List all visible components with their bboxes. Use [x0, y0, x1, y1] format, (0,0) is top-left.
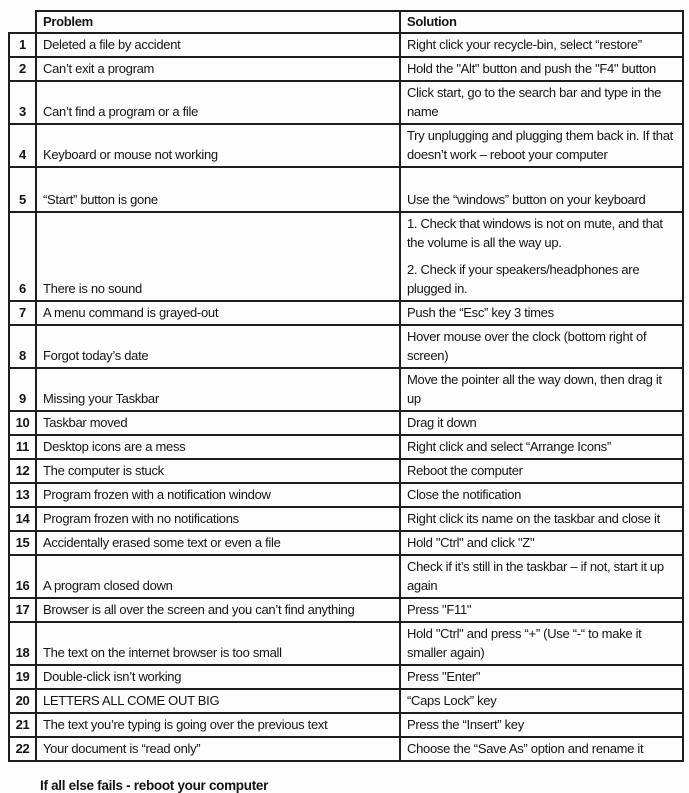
solution-cell: Close the notification [400, 483, 683, 507]
problem-cell: Taskbar moved [36, 411, 400, 435]
solution-paragraph: 1. Check that windows is not on mute, and that the volume is all the way up. [407, 216, 663, 250]
problem-column-header: Problem [36, 11, 400, 33]
solution-cell: Press "Enter" [400, 665, 683, 689]
row-number-cell: 16 [9, 555, 36, 598]
problem-cell: Forgot today’s date [36, 325, 400, 368]
table-row [9, 167, 683, 212]
table-body [9, 33, 683, 761]
row-number-cell: 3 [9, 81, 36, 124]
row-number-cell: 11 [9, 435, 36, 459]
table-row [9, 531, 683, 555]
footer-note: If all else fails - reboot your computer [40, 778, 269, 793]
row-number-cell: 1 [9, 33, 36, 57]
solution-cell [400, 212, 683, 301]
table-row [9, 713, 683, 737]
problem-cell: Your document is “read only” [36, 737, 400, 761]
row-number-cell: 5 [9, 167, 36, 212]
problem-cell: There is no sound [36, 212, 400, 301]
row-number-cell: 19 [9, 665, 36, 689]
solution-cell: Press "F11" [400, 598, 683, 622]
solution-cell: Check if it’s still in the taskbar – if not, start it up again [400, 555, 683, 598]
problem-cell: “Start” button is gone [36, 167, 400, 212]
solution-cell: Hover mouse over the clock (bottom right of screen) [400, 325, 683, 368]
table-row [9, 124, 683, 167]
table-header [9, 11, 683, 33]
table-row [9, 598, 683, 622]
header-number-cell-empty [9, 11, 36, 33]
table-row [9, 301, 683, 325]
table-row [9, 33, 683, 57]
solution-cell: Push the “Esc” key 3 times [400, 301, 683, 325]
troubleshooting-table [8, 10, 684, 762]
problem-cell: Program frozen with a notification window [36, 483, 400, 507]
problem-cell: Double-click isn’t working [36, 665, 400, 689]
problem-cell: The text you’re typing is going over the previous text [36, 713, 400, 737]
table-row [9, 368, 683, 411]
solution-paragraph: 2. Check if your speakers/headphones are plugged in. [407, 262, 640, 296]
problem-cell: LETTERS ALL COME OUT BIG [36, 689, 400, 713]
row-number-cell: 14 [9, 507, 36, 531]
problem-cell: Desktop icons are a mess [36, 435, 400, 459]
solution-cell: Move the pointer all the way down, then drag it up [400, 368, 683, 411]
row-number-cell: 9 [9, 368, 36, 411]
solution-cell: Press the “Insert” key [400, 713, 683, 737]
row-number-cell: 2 [9, 57, 36, 81]
table-row [9, 325, 683, 368]
solution-cell: “Caps Lock” key [400, 689, 683, 713]
table-row [9, 212, 683, 301]
problem-cell: Can’t exit a program [36, 57, 400, 81]
table-row [9, 57, 683, 81]
row-number-cell: 21 [9, 713, 36, 737]
problem-cell: The text on the internet browser is too small [36, 622, 400, 665]
row-number-cell: 7 [9, 301, 36, 325]
row-number-cell: 13 [9, 483, 36, 507]
solution-cell: Use the “windows” button on your keyboard [400, 167, 683, 212]
table-row [9, 737, 683, 761]
solution-cell: Click start, go to the search bar and type in the name [400, 81, 683, 124]
problem-cell: The computer is stuck [36, 459, 400, 483]
row-number-cell: 4 [9, 124, 36, 167]
problem-cell: Keyboard or mouse not working [36, 124, 400, 167]
solution-cell: Right click your recycle-bin, select “restore” [400, 33, 683, 57]
table-row [9, 555, 683, 598]
problem-cell: Program frozen with no notifications [36, 507, 400, 531]
table-row [9, 411, 683, 435]
table-row [9, 483, 683, 507]
solution-cell: Hold the "Alt" button and push the "F4" button [400, 57, 683, 81]
problem-cell: A menu command is grayed-out [36, 301, 400, 325]
row-number-cell: 6 [9, 212, 36, 301]
row-number-cell: 12 [9, 459, 36, 483]
problem-cell: Browser is all over the screen and you can’t find anything [36, 598, 400, 622]
solution-cell: Choose the “Save As” option and rename it [400, 737, 683, 761]
solution-cell: Hold "Ctrl" and click "Z" [400, 531, 683, 555]
table-row [9, 665, 683, 689]
solution-cell: Hold "Ctrl" and press “+” (Use “-“ to make it smaller again) [400, 622, 683, 665]
table-row [9, 459, 683, 483]
row-number-cell: 8 [9, 325, 36, 368]
table-row [9, 435, 683, 459]
solution-cell: Drag it down [400, 411, 683, 435]
row-number-cell: 15 [9, 531, 36, 555]
solution-cell: Reboot the computer [400, 459, 683, 483]
table-row [9, 507, 683, 531]
solution-column-header: Solution [400, 11, 683, 33]
problem-cell: Deleted a file by accident [36, 33, 400, 57]
row-number-cell: 17 [9, 598, 36, 622]
solution-cell: Right click its name on the taskbar and close it [400, 507, 683, 531]
problem-cell: Accidentally erased some text or even a file [36, 531, 400, 555]
problem-cell: Missing your Taskbar [36, 368, 400, 411]
table-row [9, 81, 683, 124]
problem-cell: A program closed down [36, 555, 400, 598]
header-row [9, 11, 683, 33]
row-number-cell: 22 [9, 737, 36, 761]
row-number-cell: 20 [9, 689, 36, 713]
row-number-cell: 18 [9, 622, 36, 665]
row-number-cell: 10 [9, 411, 36, 435]
solution-cell: Right click and select “Arrange Icons” [400, 435, 683, 459]
problem-cell: Can’t find a program or a file [36, 81, 400, 124]
solution-cell: Try unplugging and plugging them back in. If that doesn’t work – reboot your computer [400, 124, 683, 167]
table-row [9, 622, 683, 665]
table-row [9, 689, 683, 713]
